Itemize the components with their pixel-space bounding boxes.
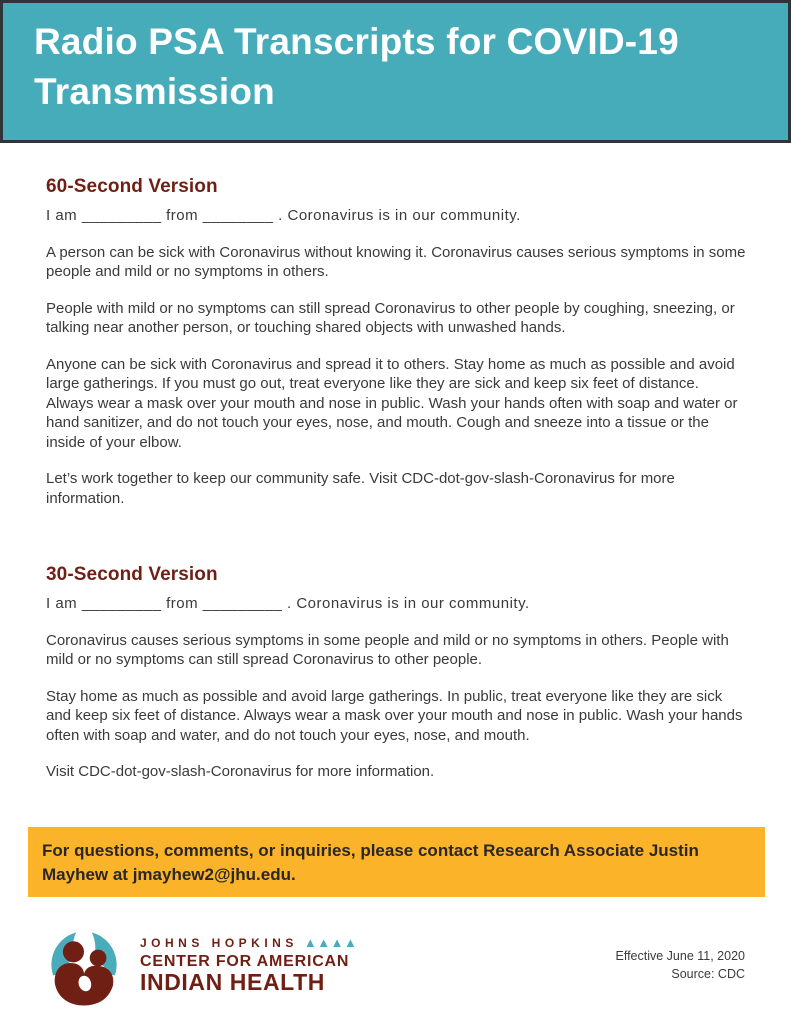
logo-johns-hopkins-label: JOHNS HOPKINS bbox=[140, 936, 298, 950]
logo-center-for-american: CENTER FOR AMERICAN bbox=[140, 953, 350, 970]
logo-johns-hopkins bbox=[140, 935, 357, 951]
header-banner bbox=[0, 0, 791, 143]
paragraph-30s-intro: I am _________ from _________ . Coronavirus is in our community. bbox=[46, 595, 530, 612]
paragraph-60s-4: Let’s work together to keep our community safe. Visit CDC-dot-gov-slash-Coronavirus for more information. bbox=[46, 470, 675, 507]
org-logo-text bbox=[140, 935, 357, 994]
paragraph-60s-intro: I am _________ from ________ . Coronavirus is in our community. bbox=[46, 207, 521, 224]
paragraph-60s-1: A person can be sick with Coronavirus without knowing it. Coronavirus causes serious symptoms in some people and mild or no symptoms in others. bbox=[46, 243, 746, 280]
section-heading-60-second: 60-Second Version bbox=[46, 176, 218, 197]
paragraph-30s-1: Coronavirus causes serious symptoms in some people and mild or no symptoms in others. People with mild or no symptoms can still spread Coronavirus to other people. bbox=[46, 631, 729, 668]
section-heading-30-second: 30-Second Version bbox=[46, 564, 218, 585]
paragraph-30s-2: Stay home as much as possible and avoid large gatherings. In public, treat everyone like they are sick and keep six feet of distance. Always wear a mask over your mouth and nose in public. Wash your hands often with soap and water, and do not touch your eyes, nose, and mouth. bbox=[46, 687, 743, 744]
source-label: Source: CDC bbox=[671, 966, 745, 981]
document-body bbox=[46, 143, 747, 799]
paragraph-60s-2: People with mild or no symptoms can still spread Coronavirus to other people by coughing, sneezing, or talking near another person, or touching shared objects with unwashed hands. bbox=[46, 299, 735, 336]
footer-meta bbox=[616, 947, 746, 983]
mother-child-emblem-icon bbox=[40, 921, 128, 1009]
page-title-line2: Transmission bbox=[34, 71, 275, 112]
paragraph-60s-3: Anyone can be sick with Coronavirus and spread it to others. Stay home as much as possible and avoid large gatherings. If you must go out, treat everyone like they are sick and keep six feet of distance. Always wear a mask over your mouth and nose in public. Wash your hands often with soap and water or hand sanitizer, and do not touch your eyes, nose, and mouth. Cough and sneeze into a tissue or the inside of your elbow. bbox=[46, 355, 738, 451]
effective-date: Effective June 11, 2020 bbox=[615, 948, 745, 963]
contact-banner-text: For questions, comments, or inquiries, please contact Research Associate Justin Mayhew at jmayhew2@jhu.edu. bbox=[42, 841, 699, 884]
logo-indian-health: INDIAN HEALTH bbox=[140, 969, 325, 995]
logo-triangles-icon: ▲▲▲▲ bbox=[303, 935, 358, 950]
footer bbox=[40, 905, 745, 1024]
contact-banner bbox=[28, 827, 765, 897]
paragraph-30s-3: Visit CDC-dot-gov-slash-Coronavirus for more information. bbox=[46, 763, 435, 780]
org-logo bbox=[40, 921, 357, 1009]
page-title-line1: Radio PSA Transcripts for COVID-19 bbox=[34, 21, 679, 62]
page-title bbox=[34, 17, 758, 117]
